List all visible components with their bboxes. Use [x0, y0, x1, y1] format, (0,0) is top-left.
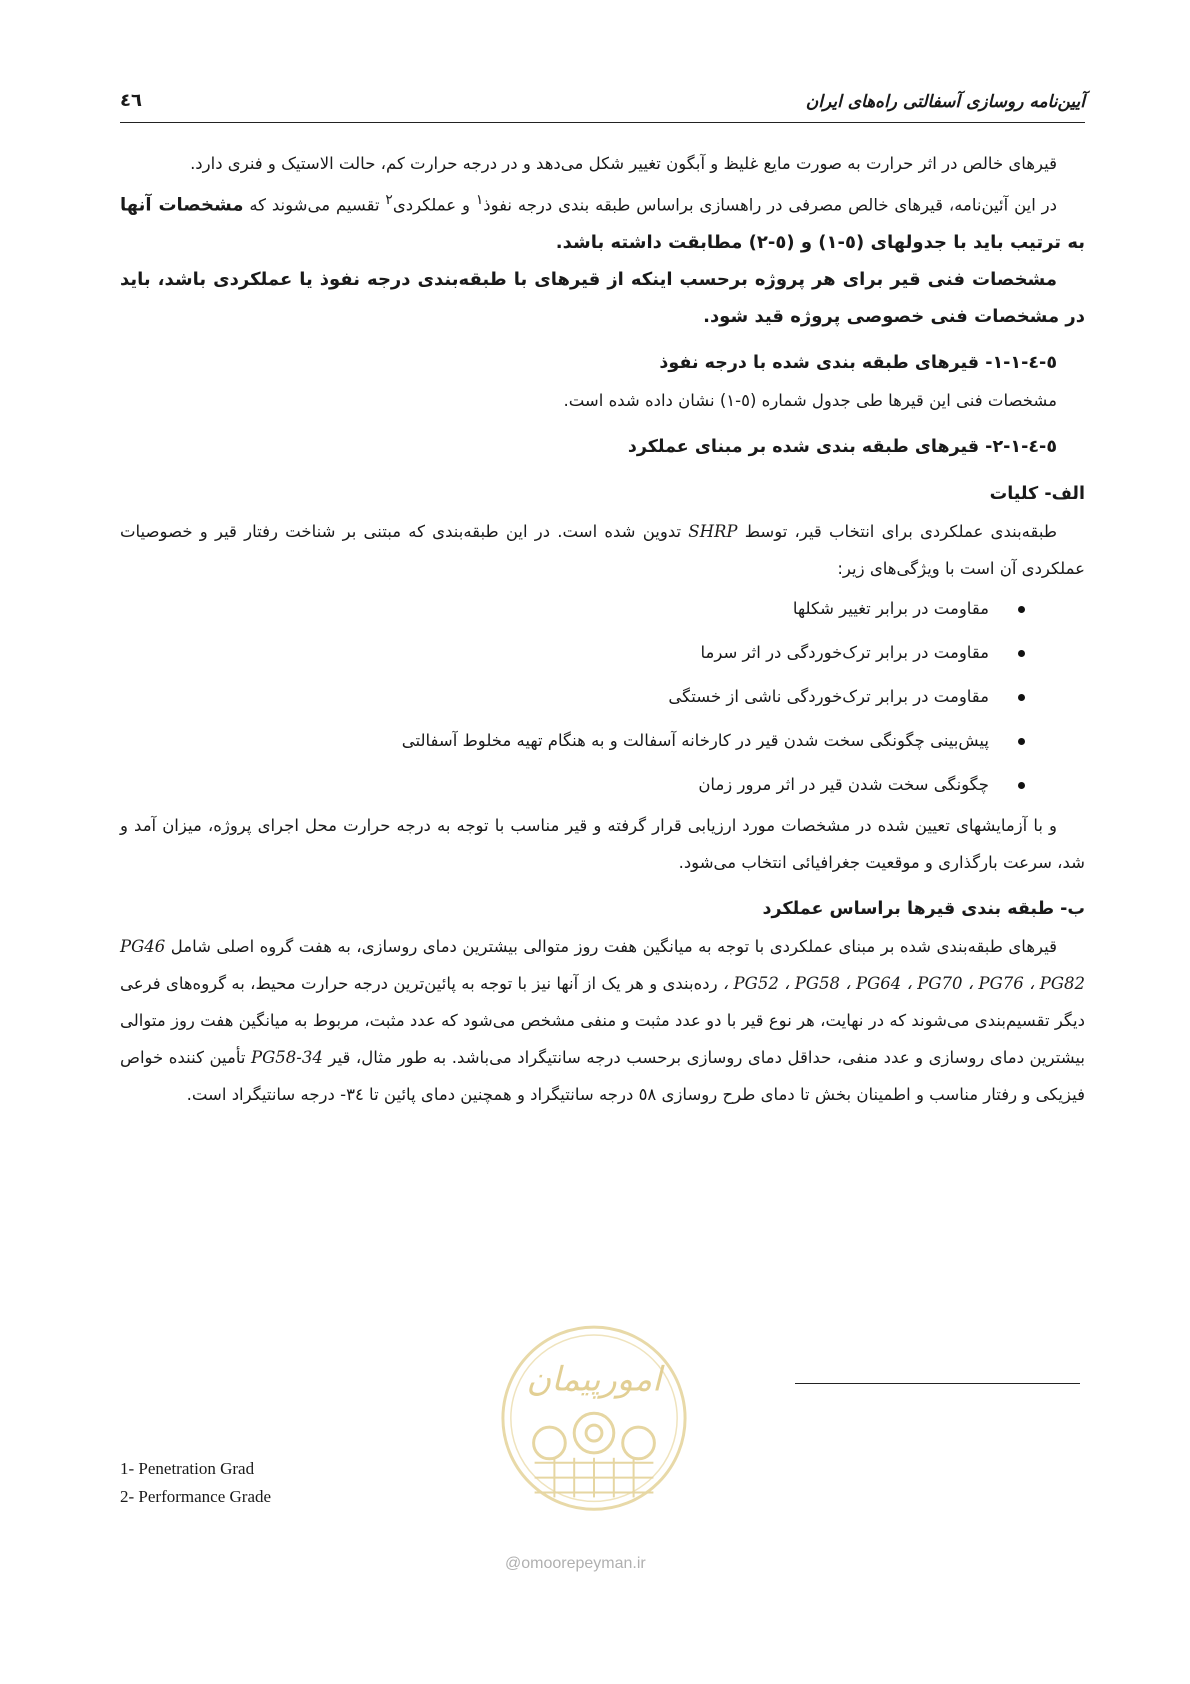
section-5-4-1-1-title: ٥-٤-١-١- قیرهای طبقه بندی شده با درجه نفوذ	[659, 352, 1057, 373]
subsection-b-title: ب- طبقه بندی قیرها براساس عملکرد	[762, 898, 1085, 919]
list-item: مقاومت در برابر ترک‌خوردگی ناشی از خستگی	[120, 675, 1025, 719]
paragraph-6-text-b: رده‌بندی و هر یک از آنها نیز با توجه به پائین‌ترین درجه حرارت محیط، به گروه‌های فرعی دیگر تقسیم‌بندی می‌شوند که در نهایت، هر نوع قیر با دو عدد مثبت و منفی مشخص می‌شود که عدد مثبت، مربوط به میانگین هفت روز متوالی بیشترین دمای روسازی و عدد منفی، حداقل دمای روسازی برحسب درجه سانتیگراد می‌باشد. به طور مثال، قیر	[120, 973, 1086, 1067]
paragraph-4	[120, 513, 1085, 587]
paragraph-2-text-b: و عملکردی	[392, 195, 476, 215]
footnote-separator	[795, 1383, 1080, 1384]
list-item: مقاومت در برابر تغییر شکلها	[120, 587, 1025, 631]
grid-icon	[535, 1458, 654, 1498]
paragraph-2-text-c: تقسیم می‌شوند که	[243, 195, 386, 215]
paragraph-5: و با آزمایشهای تعیین شده در مشخصات مورد ارزیابی قرار گرفته و قیر مناسب با توجه به درجه حرارت محل اجرای پروژه، میزان آمد و شد، سرعت بارگذاری و موقعیت جغرافیائی انتخاب می‌شود.	[120, 815, 1085, 872]
subsection-a-title: الف- کلیات	[989, 483, 1085, 504]
list-item: مقاومت در برابر ترک‌خوردگی در اثر سرما	[120, 631, 1025, 675]
paragraph-6-text-c: تأمین کننده خواص فیزیکی و رفتار مناسب و اطمینان بخش تا دمای طرح روسازی ٥٨ درجه سانتیگراد و همچنین دمای پائین تا ٣٤- درجه سانتیگراد است.	[120, 1047, 1085, 1104]
footnotes	[120, 1455, 271, 1511]
main-content	[120, 145, 1085, 1113]
list-item: چگونگی سخت شدن قیر در اثر مرور زمان	[120, 763, 1025, 807]
header-title: آیین‌نامه روسازی آسفالتی راه‌های ایران	[805, 92, 1085, 112]
footnote-1: 1- Penetration Grad	[120, 1459, 255, 1478]
paragraph-4-text-b: تدوین شده است. در این طبقه‌بندی که مبتنی بر شناخت رفتار قیر و خصوصیات عملکردی آن است با ویژگی‌های زیر:	[120, 521, 1085, 578]
footnote-2: 2- Performance Grade	[120, 1487, 272, 1506]
paragraph-2-bold: مشخصات آنها به ترتیب باید با جدولهای (٥-١) و (٥-٢) مطابقت داشته باشد.	[120, 194, 1085, 253]
pg-example: PG58-34	[251, 1047, 323, 1067]
paragraph-6-text-a: قیرهای طبقه‌بندی شده بر مبنای عملکردی با توجه به میانگین هفت روز متوالی بیشترین دمای روسازی، به هفت گروه اصلی شامل	[165, 936, 1057, 956]
section-5-4-1-2-title: ٥-٤-١-٢- قیرهای طبقه بندی شده بر مبنای عملکرد	[627, 436, 1057, 457]
page-number: ٤٦	[120, 90, 142, 111]
stamp-lettering: امورپیمان	[526, 1359, 662, 1399]
pg-grades-list: PG46 ، PG52 ، PG58 ، PG64 ، PG70 ، PG76 ، PG82	[120, 936, 1085, 993]
bullet-list	[120, 587, 1085, 807]
gear-icon-group	[534, 1413, 655, 1459]
paragraph-4-text-a: طبقه‌بندی عملکردی برای انتخاب قیر، توسط	[737, 521, 1057, 541]
paragraph-6	[120, 928, 1085, 1113]
footnote-ref-1: ١	[475, 192, 484, 208]
paragraph-1: قیرهای خالص در اثر حرارت به صورت مایع غلیظ و آبگون تغییر شکل می‌دهد و در درجه حرارت کم، حالت الاستیک و فنری دارد.	[190, 154, 1057, 173]
watermark-url: @omoorepeyman.ir	[505, 1555, 646, 1572]
list-item: پیش‌بینی چگونگی سخت شدن قیر در کارخانه آسفالت و به هنگام تهیه مخلوط آسفالتی	[120, 719, 1025, 763]
section-5-4-1-1-text: مشخصات فنی این قیرها طی جدول شماره (٥-١) نشان داده شده است.	[563, 390, 1057, 410]
shrp-term: SHRP	[688, 521, 738, 541]
paragraph-2	[120, 182, 1085, 261]
watermark-stamp-logo	[495, 1318, 693, 1558]
paragraph-3: مشخصات فنی قیر برای هر پروژه برحسب اینکه از قیرهای با طبقه‌بندی درجه نفوذ یا عملکردی باشد، باید در مشخصات فنی خصوصی پروژه قید شود.	[120, 268, 1085, 327]
footnote-ref-2: ٢	[385, 192, 393, 208]
running-header	[120, 88, 1085, 123]
paragraph-2-text-a: در این آئین‌نامه، قیرهای خالص مصرفی در راهسازی براساس طبقه بندی درجه نفوذ	[483, 195, 1057, 215]
